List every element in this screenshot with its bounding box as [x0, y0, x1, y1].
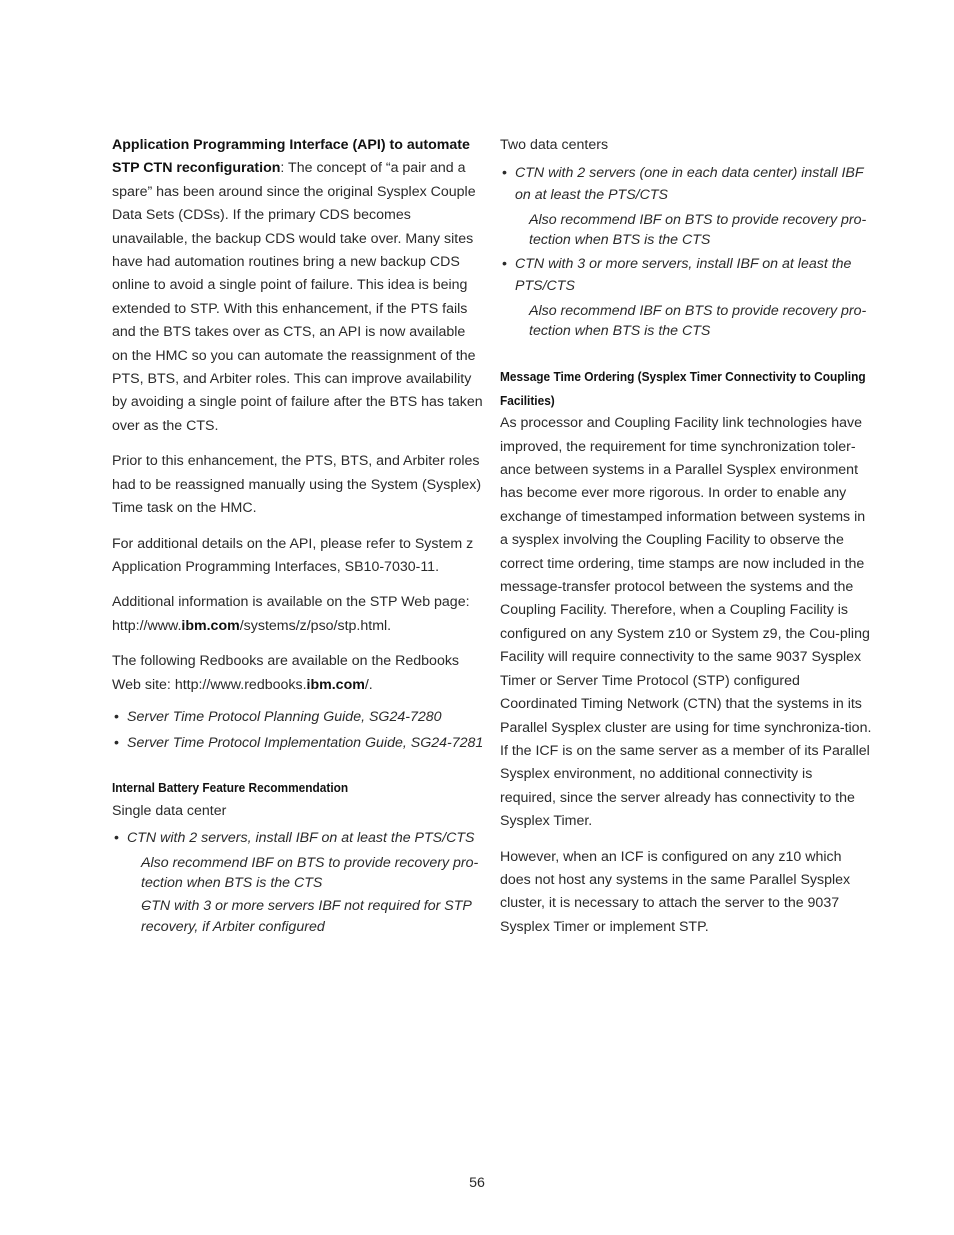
- list-item: [500, 254, 872, 341]
- left-column: [112, 134, 484, 937]
- api-paragraph: [112, 134, 484, 438]
- details-paragraph: For additional details on the API, please refer to System z Application Programming Interfaces, SB10-7030-11.: [112, 535, 474, 575]
- redbooks-link-bold: ibm.com: [306, 676, 365, 693]
- api-heading: Application Programming Interface (API) to automate STP CTN reconfiguration: [112, 137, 470, 177]
- redbooks-paragraph: [112, 650, 484, 697]
- redbooks-text: The following Redbooks are available on the Redbooks Web site: http://www.redbooks.: [112, 653, 460, 693]
- list-item-text: CTN with 2 servers, install IBF on at least the PTS/CTS: [127, 829, 475, 846]
- list-item-text: CTN with 2 servers (one in each data center) install IBF on at least the PTS/CTS: [515, 165, 864, 203]
- two-dc-label: Two data centers: [500, 137, 609, 153]
- sub-list-item: – CTN with 3 or more servers IBF not required for STP recovery, if Arbiter configured: [127, 896, 484, 937]
- list-item: [500, 163, 872, 250]
- redbooks-link-rest: /.: [364, 676, 373, 693]
- single-dc-list: [112, 828, 484, 937]
- mto-heading-line: Message Time Ordering (Sysplex Timer Connectivity to Coupling: [500, 369, 866, 385]
- stp-info-link-bold: ibm.com: [181, 617, 240, 634]
- right-column: [500, 134, 872, 939]
- sub-list: [515, 210, 872, 251]
- sub-list-item: – Also recommend IBF on BTS to provide recovery pro-tection when BTS is the CTS: [515, 210, 872, 251]
- sub-list-item: – Also recommend IBF on BTS to provide recovery pro-tection when BTS is the CTS: [515, 301, 872, 342]
- mto-heading-line: Facilities): [500, 392, 555, 408]
- stp-info-text: Additional information is available on the STP Web page: http://www.: [112, 594, 470, 634]
- api-body: : The concept of “a pair and a spare” has been around since the original Sysplex Couple Data Sets (CDSs). If the primary CDS becomes unavailable, the backup CDS would take over. Many sites have had automation routines bring a new backup CDS online to avoid a single point of failure. This idea is being extended to STP. With this enhancement, if the PTS fails and the BTS takes over as CTS, an API is now available on the HMC so you can automate the reassignment of the PTS, BTS, and Arbiter roles. This can improve availability by avoiding a single point of failure after the BTS has taken over as the CTS.: [112, 160, 483, 434]
- mto-paragraph: As processor and Coupling Facility link technologies have improved, the requirement for time synchronization toler-ance between systems in a Parallel Sysplex environment has become ever more rigorous. In order to enable any exchange of timestamped information between systems in a sysplex involving the Coupling Facility to observe the correct time ordering, time stamps are now included in the message-transfer protocol between the systems and the Coupling Facility. Therefore, when a Coupling Facility is configured on any System z10 or System z9, the Cou-pling Facility will require connectivity to the same 9037 Sysplex Timer or Server Time Protocol (STP) configured Coordinated Timing Network (CTN) that the systems in its Parallel Sysplex cluster are using for time synchroniza-tion. If the ICF is on the same server as a member of its Parallel Sysplex environment, no additional connectivity is required, since the server already has connectivity to the Sysplex Timer.: [500, 415, 872, 830]
- list-item: [112, 828, 484, 937]
- sub-list-item: – Also recommend IBF on BTS to provide recovery pro-tection when BTS is the CTS: [127, 853, 484, 894]
- mto-heading: [500, 365, 872, 412]
- redbooks-list: [112, 707, 484, 754]
- list-item-text: CTN with 3 or more servers, install IBF on at least the PTS/CTS: [515, 256, 852, 294]
- list-item: • Server Time Protocol Planning Guide, SG24-7280: [112, 707, 484, 729]
- two-dc-list: [500, 163, 872, 341]
- prior-paragraph: Prior to this enhancement, the PTS, BTS, and Arbiter roles had to be reassigned manually using the System (Sysplex) Time task on the HMC.: [112, 453, 482, 517]
- sub-list: [515, 301, 872, 342]
- sub-list: [127, 853, 484, 938]
- stp-info-paragraph: [112, 591, 484, 638]
- page-number: 56: [469, 1175, 485, 1191]
- single-dc-label: Single data center: [112, 802, 227, 819]
- stp-info-link-rest: /systems/z/pso/stp.html.: [239, 617, 392, 634]
- however-paragraph: However, when an ICF is configured on any z10 which does not host any systems in the same Parallel Sysplex cluster, it is necessary to attach the server to the 9037 Sysplex Timer or implement STP.: [500, 848, 851, 935]
- list-item: • Server Time Protocol Implementation Guide, SG24-7281: [112, 733, 484, 755]
- ibf-heading: Internal Battery Feature Recommendation: [112, 780, 349, 796]
